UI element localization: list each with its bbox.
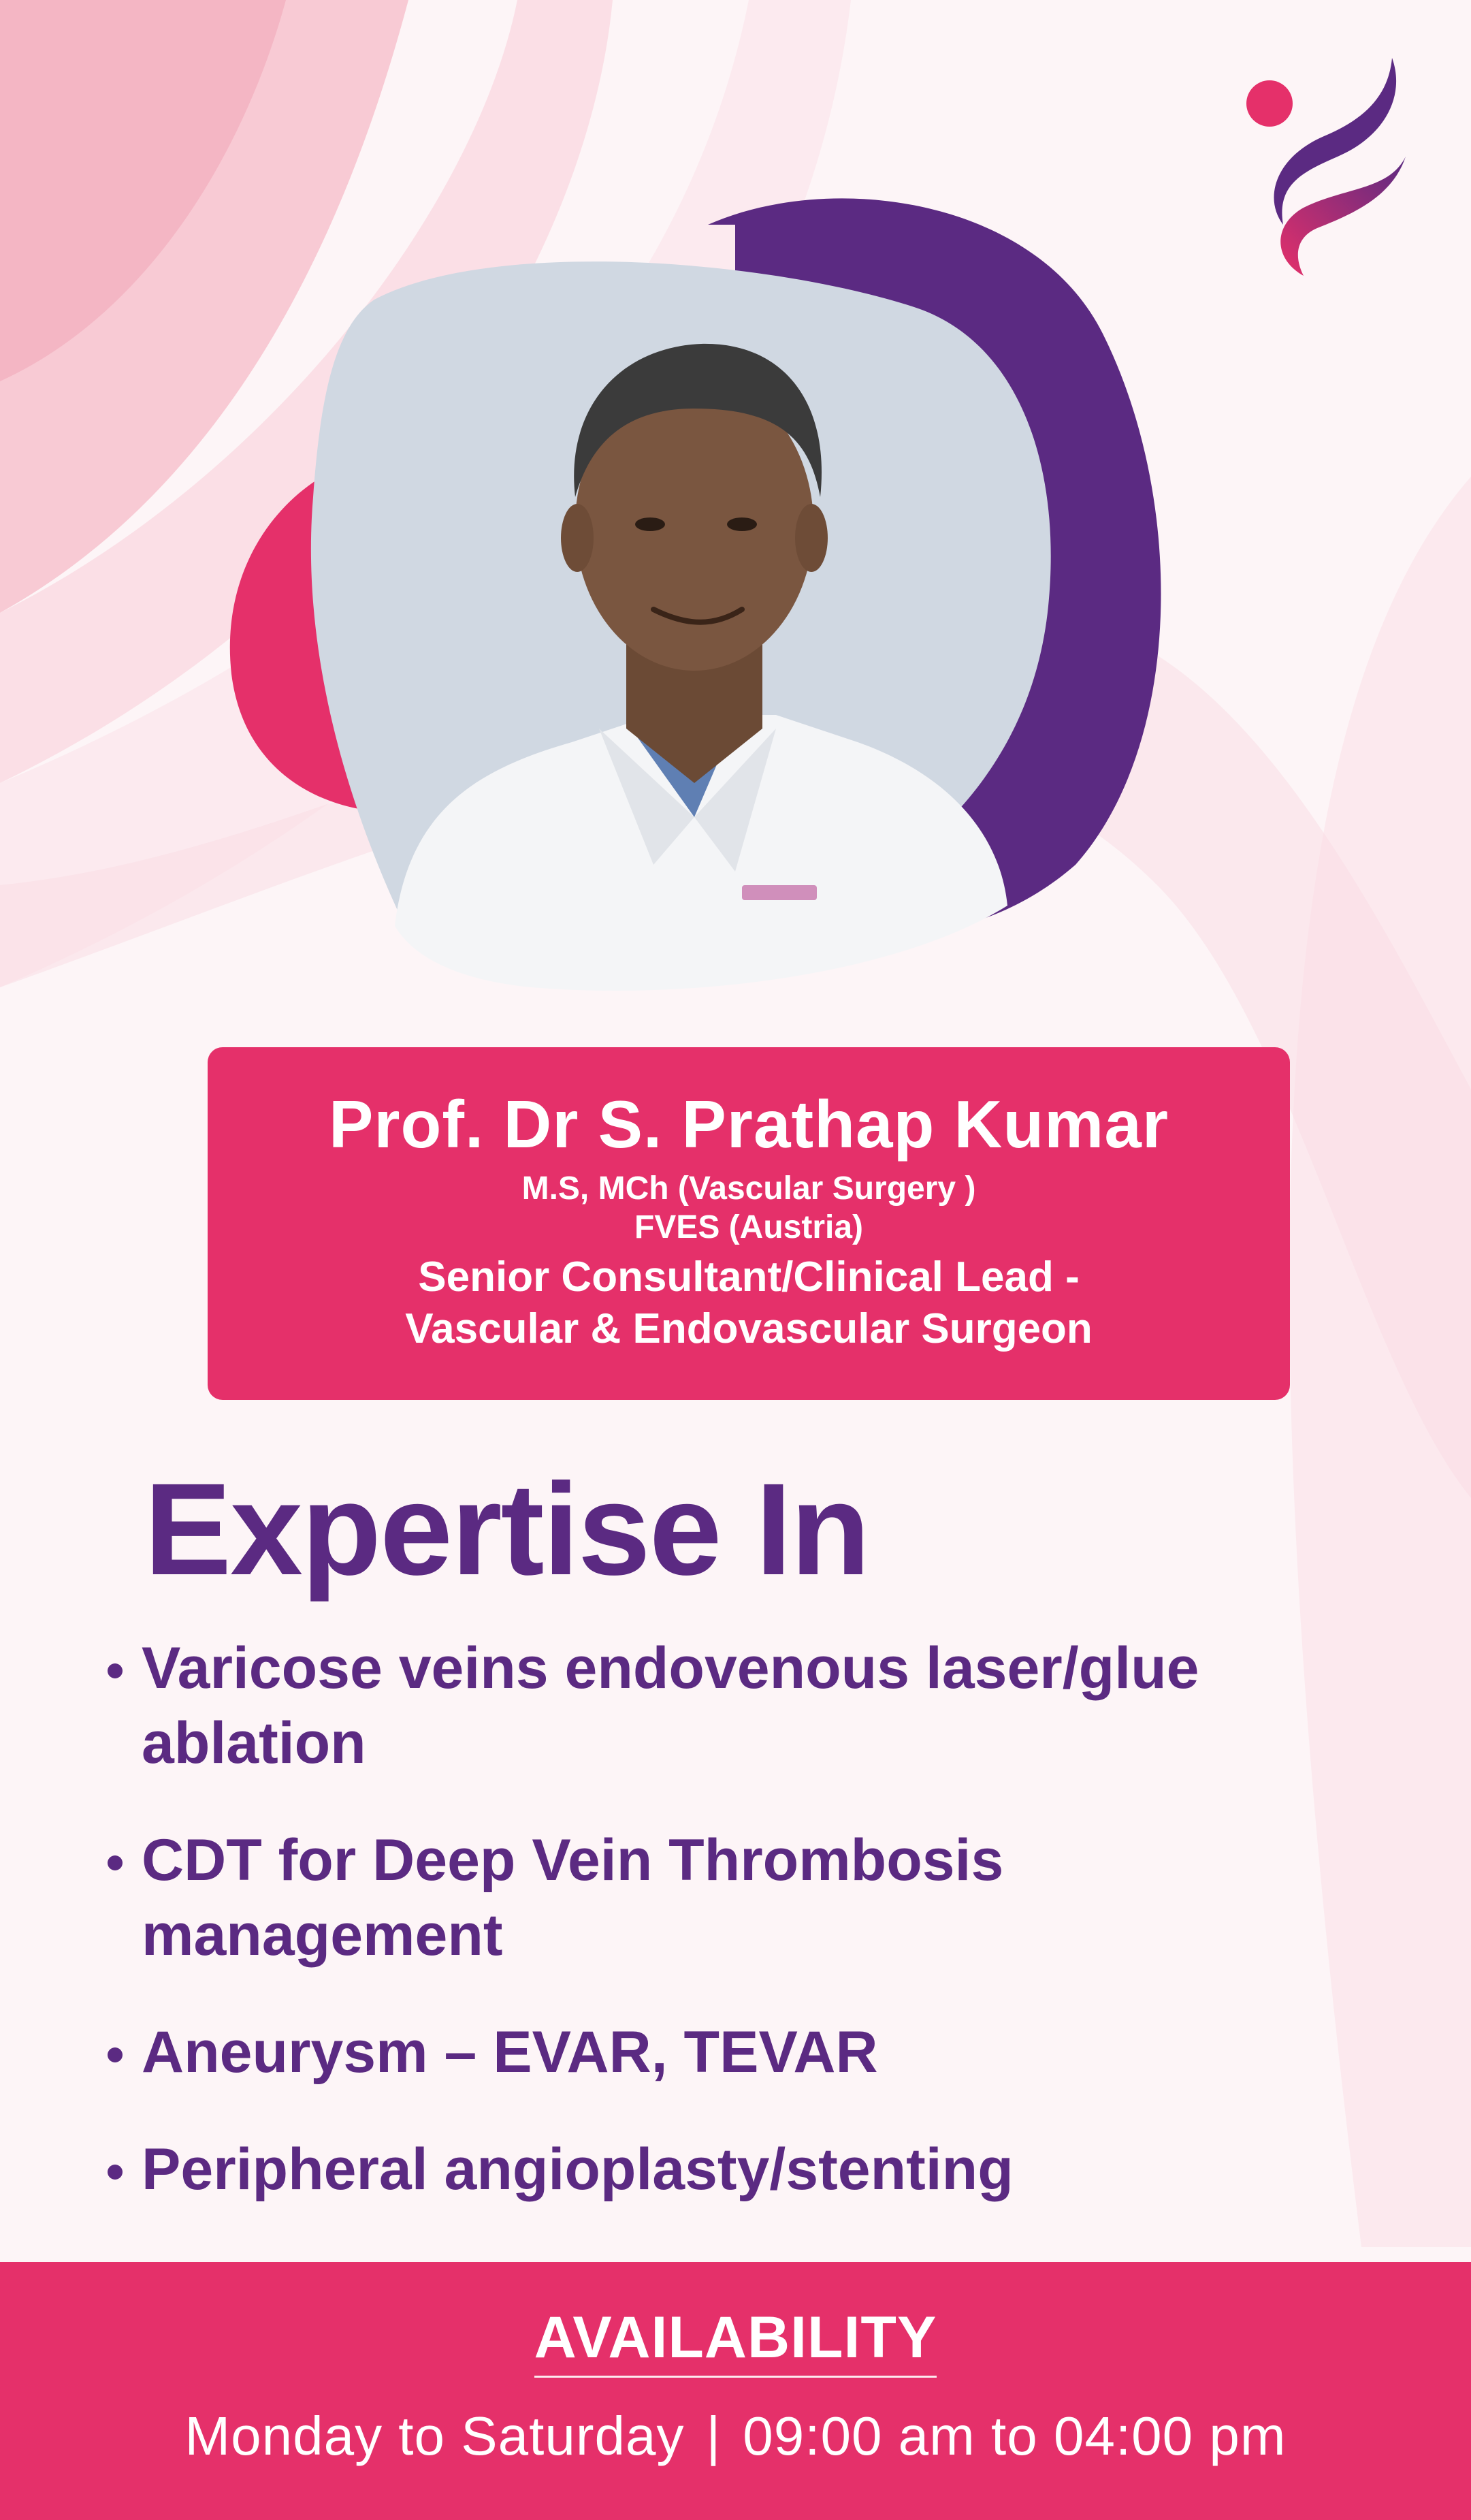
expertise-item: CDT for Deep Vein Thrombosis management: [102, 1823, 1231, 1973]
qualification-line-1: M.S, MCh (Vascular Surgery ): [521, 1170, 976, 1207]
expertise-item: Varicose veins endovenous laser/glue ablation: [102, 1631, 1408, 1781]
role-line-1: Senior Consultant/Clinical Lead -: [418, 1254, 1080, 1301]
availability-bar: [0, 2262, 1471, 2520]
availability-time: 09:00 am to 04:00 pm: [743, 2406, 1287, 2466]
availability-hours: [0, 2405, 1471, 2468]
doctor-portrait-icon: [218, 184, 1205, 1015]
availability-title: AVAILABILITY: [534, 2304, 937, 2378]
availability-days: Monday to Saturday: [184, 2406, 685, 2466]
expertise-list: [102, 1631, 1395, 2249]
doctor-info-card: [208, 1047, 1290, 1400]
expertise-heading: Expertise In: [144, 1456, 869, 1602]
availability-separator: |: [706, 2406, 722, 2466]
role-line-2: Vascular & Endovascular Surgeon: [405, 1305, 1093, 1352]
qualification-line-2: FVES (Austria): [634, 1209, 864, 1246]
doctor-name: Prof. Dr S. Prathap Kumar: [329, 1087, 1169, 1162]
expertise-item: Peripheral angioplasty/stenting: [102, 2132, 1395, 2207]
expertise-item: Aneurysm – EVAR, TEVAR: [102, 2015, 1395, 2090]
brand-logo-icon: [1235, 54, 1419, 279]
